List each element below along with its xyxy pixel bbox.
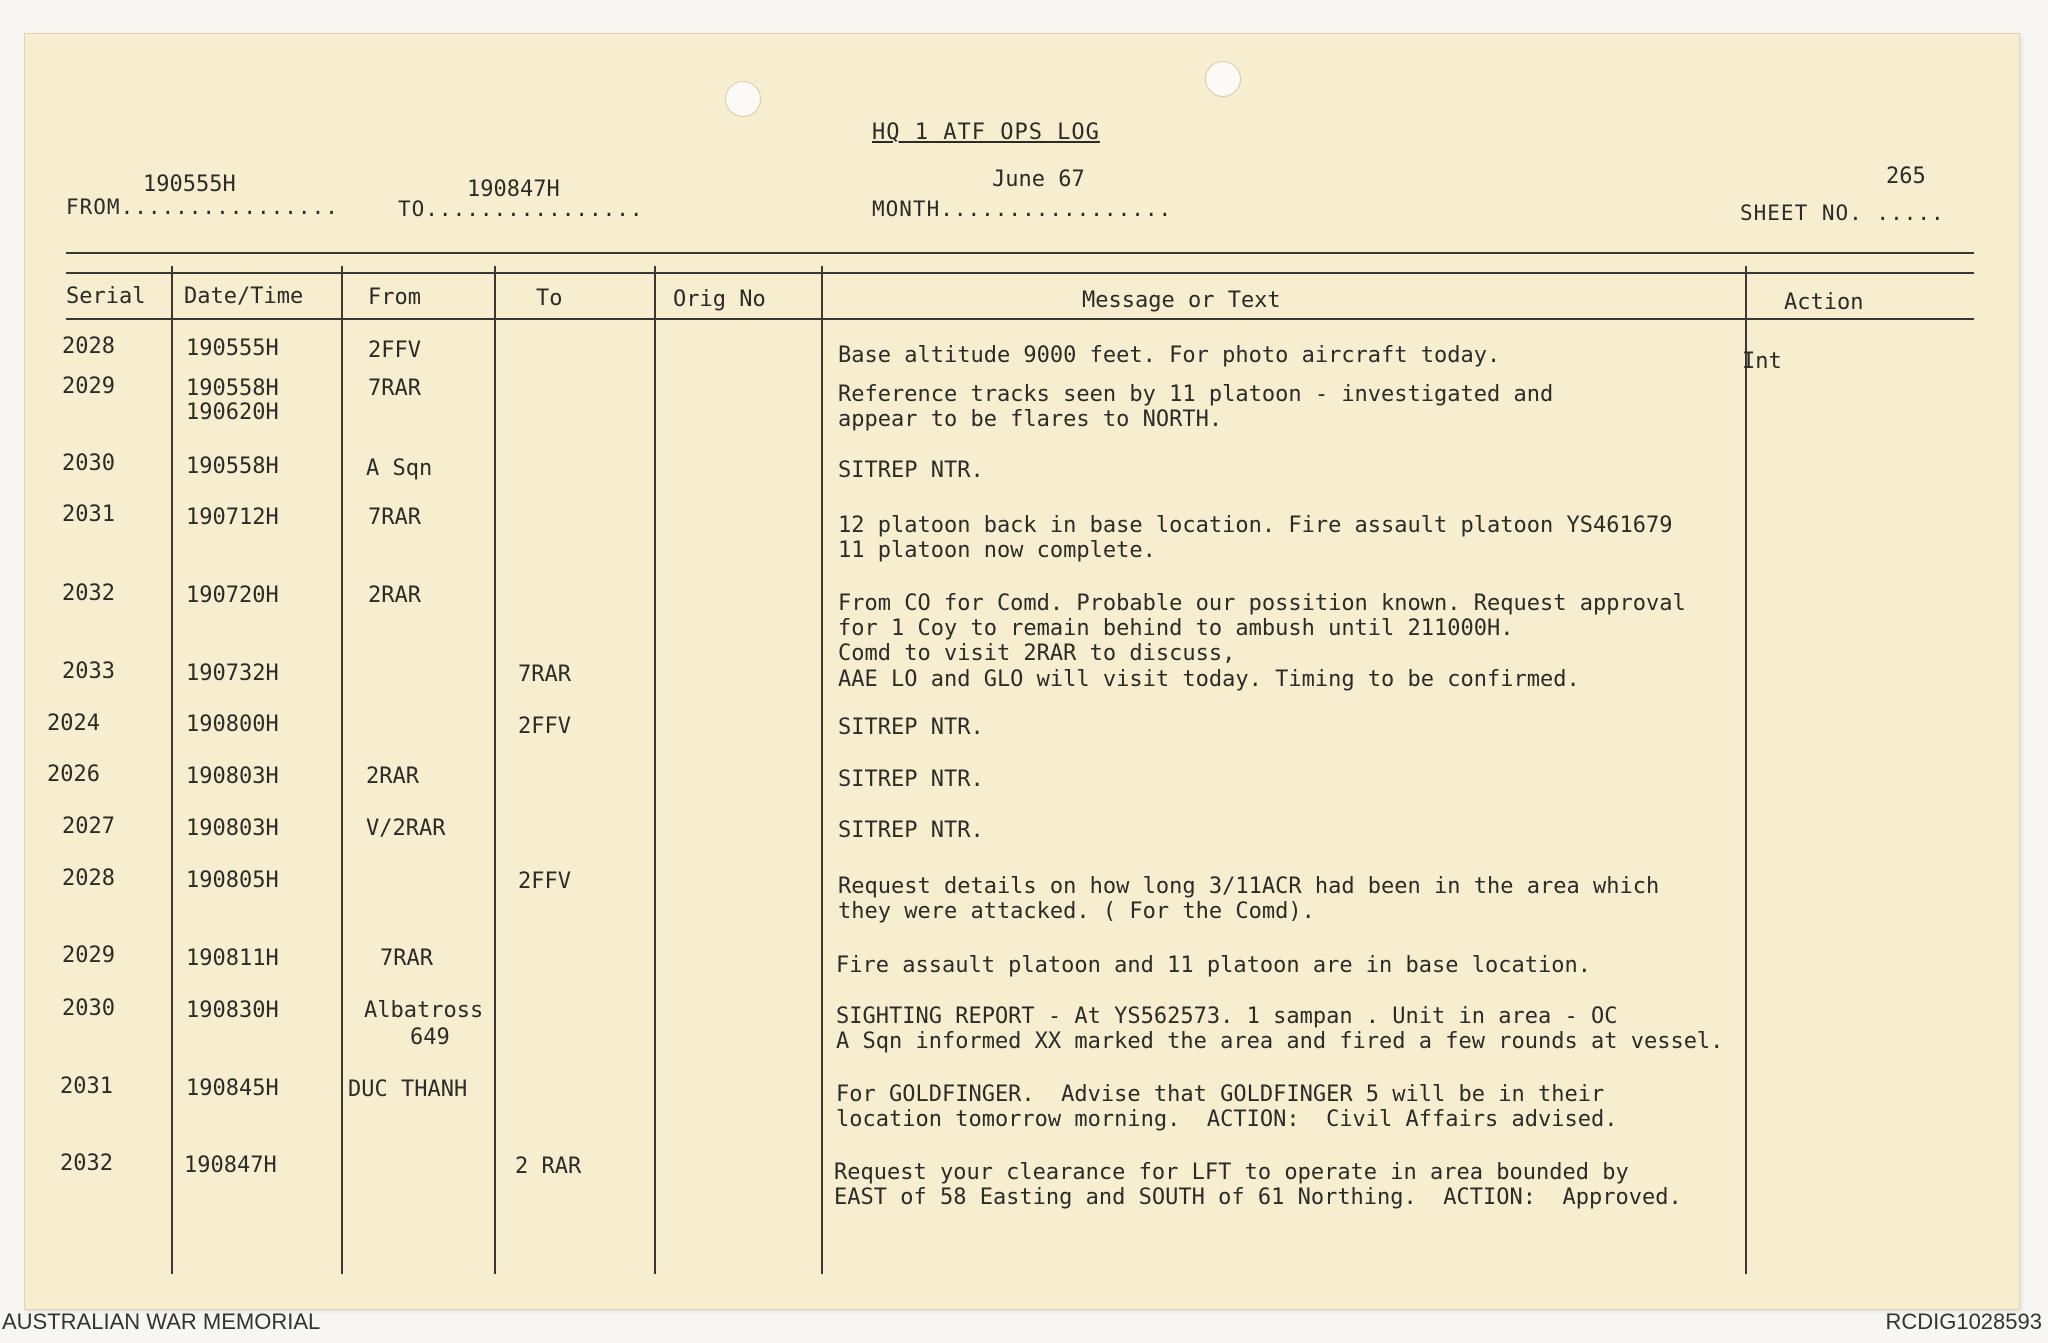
- column-header-message: Message or Text: [1082, 288, 1281, 313]
- serial-cell: 2026: [47, 762, 100, 787]
- serial-cell: 2030: [62, 996, 115, 1021]
- from-label: FROM................: [66, 195, 339, 219]
- datetime-cell: 190712H: [186, 505, 279, 530]
- serial-cell: 2030: [62, 451, 115, 476]
- sheet-number-label: SHEET NO. .....: [1740, 201, 1945, 225]
- to-cell: 7RAR: [518, 662, 571, 687]
- datetime-cell: 190558H: [186, 454, 279, 479]
- serial-cell: 2028: [62, 866, 115, 891]
- datetime-cell: 190805H: [186, 868, 279, 893]
- message-cell: Request details on how long 3/11ACR had been in the area which they were attacked. ( For the Comd).: [838, 874, 1660, 924]
- column-divider: [654, 266, 656, 1274]
- from-cell: 2RAR: [366, 764, 419, 789]
- from-cell-secondary: 649: [410, 1025, 450, 1050]
- from-cell: A Sqn: [366, 456, 433, 481]
- to-cell: 2FFV: [518, 714, 571, 739]
- datetime-cell-secondary: 190620H: [186, 400, 279, 425]
- message-cell: 12 platoon back in base location. Fire assault platoon YS461679 11 platoon now complete.: [838, 513, 1673, 563]
- serial-cell: 2029: [62, 943, 115, 968]
- serial-cell: 2032: [60, 1151, 113, 1176]
- header-bottom-rule: [66, 318, 1974, 320]
- message-cell: Reference tracks seen by 11 platoon - investigated and appear to be flares to NORTH.: [838, 382, 1554, 432]
- archive-reference: RCDIG1028593: [1885, 1309, 2042, 1334]
- to-value: 190847H: [467, 177, 560, 202]
- from-cell: 7RAR: [368, 376, 421, 401]
- datetime-cell: 190830H: [186, 998, 279, 1023]
- datetime-cell: 190803H: [186, 764, 279, 789]
- message-cell: SITREP NTR.: [838, 715, 984, 740]
- datetime-cell: 190845H: [186, 1076, 279, 1101]
- datetime-cell: 190558H: [186, 376, 279, 401]
- serial-cell: 2027: [62, 814, 115, 839]
- message-cell: SIGHTING REPORT - At YS562573. 1 sampan . Unit in area - OC A Sqn informed XX marked the area and fired a few rounds at vessel.: [836, 1004, 1724, 1054]
- serial-cell: 2029: [62, 374, 115, 399]
- sheet-number-value: 265: [1886, 164, 1926, 189]
- message-cell: SITREP NTR.: [838, 818, 984, 843]
- serial-cell: 2031: [62, 502, 115, 527]
- message-cell: Fire assault platoon and 11 platoon are in base location.: [836, 953, 1591, 978]
- datetime-cell: 190811H: [186, 946, 279, 971]
- column-header-action: Action: [1784, 290, 1864, 315]
- serial-cell: 2031: [60, 1074, 113, 1099]
- column-divider: [171, 266, 173, 1274]
- message-cell: From CO for Comd. Probable our possition known. Request approval for 1 Coy to remain behind to ambush until 211000H. Comd to visit 2RAR to discuss,: [838, 591, 1686, 666]
- column-header-to: To: [536, 286, 563, 311]
- message-cell: SITREP NTR.: [838, 767, 984, 792]
- table-top-rule: [66, 272, 1974, 274]
- table-top-rule: [66, 252, 1974, 254]
- to-cell: 2 RAR: [515, 1154, 582, 1179]
- datetime-cell: 190732H: [186, 661, 279, 686]
- month-value: June 67: [992, 167, 1085, 192]
- punch-hole: [725, 81, 761, 117]
- from-cell: 7RAR: [380, 946, 433, 971]
- serial-cell: 2028: [62, 334, 115, 359]
- serial-cell: 2033: [62, 659, 115, 684]
- from-cell: V/2RAR: [366, 816, 446, 841]
- from-cell: 2RAR: [368, 583, 421, 608]
- archive-credit: AUSTRALIAN WAR MEMORIAL: [2, 1309, 321, 1334]
- to-label: TO................: [398, 197, 644, 221]
- serial-cell: 2032: [62, 581, 115, 606]
- column-divider: [494, 266, 496, 1274]
- column-divider: [1745, 266, 1747, 1274]
- column-divider: [341, 266, 343, 1274]
- serial-cell: 2024: [47, 711, 100, 736]
- datetime-cell: 190803H: [186, 816, 279, 841]
- page-title: HQ 1 ATF OPS LOG: [872, 120, 1100, 145]
- from-cell: 7RAR: [368, 505, 421, 530]
- from-cell: 2FFV: [368, 338, 421, 363]
- message-cell: For GOLDFINGER. Advise that GOLDFINGER 5 will be in their location tomorrow morning. ACTION: Civil Affairs advised.: [836, 1082, 1618, 1132]
- column-divider: [821, 266, 823, 1274]
- from-cell: Albatross: [364, 998, 484, 1023]
- to-cell: 2FFV: [518, 869, 571, 894]
- datetime-cell: 190800H: [186, 712, 279, 737]
- from-value: 190555H: [143, 172, 236, 197]
- action-cell: Int: [1742, 349, 1782, 374]
- message-cell: SITREP NTR.: [838, 458, 984, 483]
- punch-hole: [1205, 61, 1241, 97]
- datetime-cell: 190720H: [186, 583, 279, 608]
- datetime-cell: 190847H: [184, 1153, 277, 1178]
- from-cell: DUC THANH: [348, 1077, 468, 1102]
- message-cell: Request your clearance for LFT to operate in area bounded by EAST of 58 Easting and SOUTH of 61 Northing. ACTION: Approved.: [834, 1160, 1682, 1210]
- message-cell: Base altitude 9000 feet. For photo aircraft today.: [838, 343, 1501, 368]
- column-header-serial: Serial: [66, 284, 146, 309]
- column-header-datetime: Date/Time: [184, 284, 304, 309]
- month-label: MONTH.................: [872, 197, 1173, 221]
- column-header-from: From: [368, 285, 421, 310]
- datetime-cell: 190555H: [186, 336, 279, 361]
- message-cell: AAE LO and GLO will visit today. Timing to be confirmed.: [838, 667, 1580, 692]
- column-header-orig-no: Orig No: [673, 287, 766, 312]
